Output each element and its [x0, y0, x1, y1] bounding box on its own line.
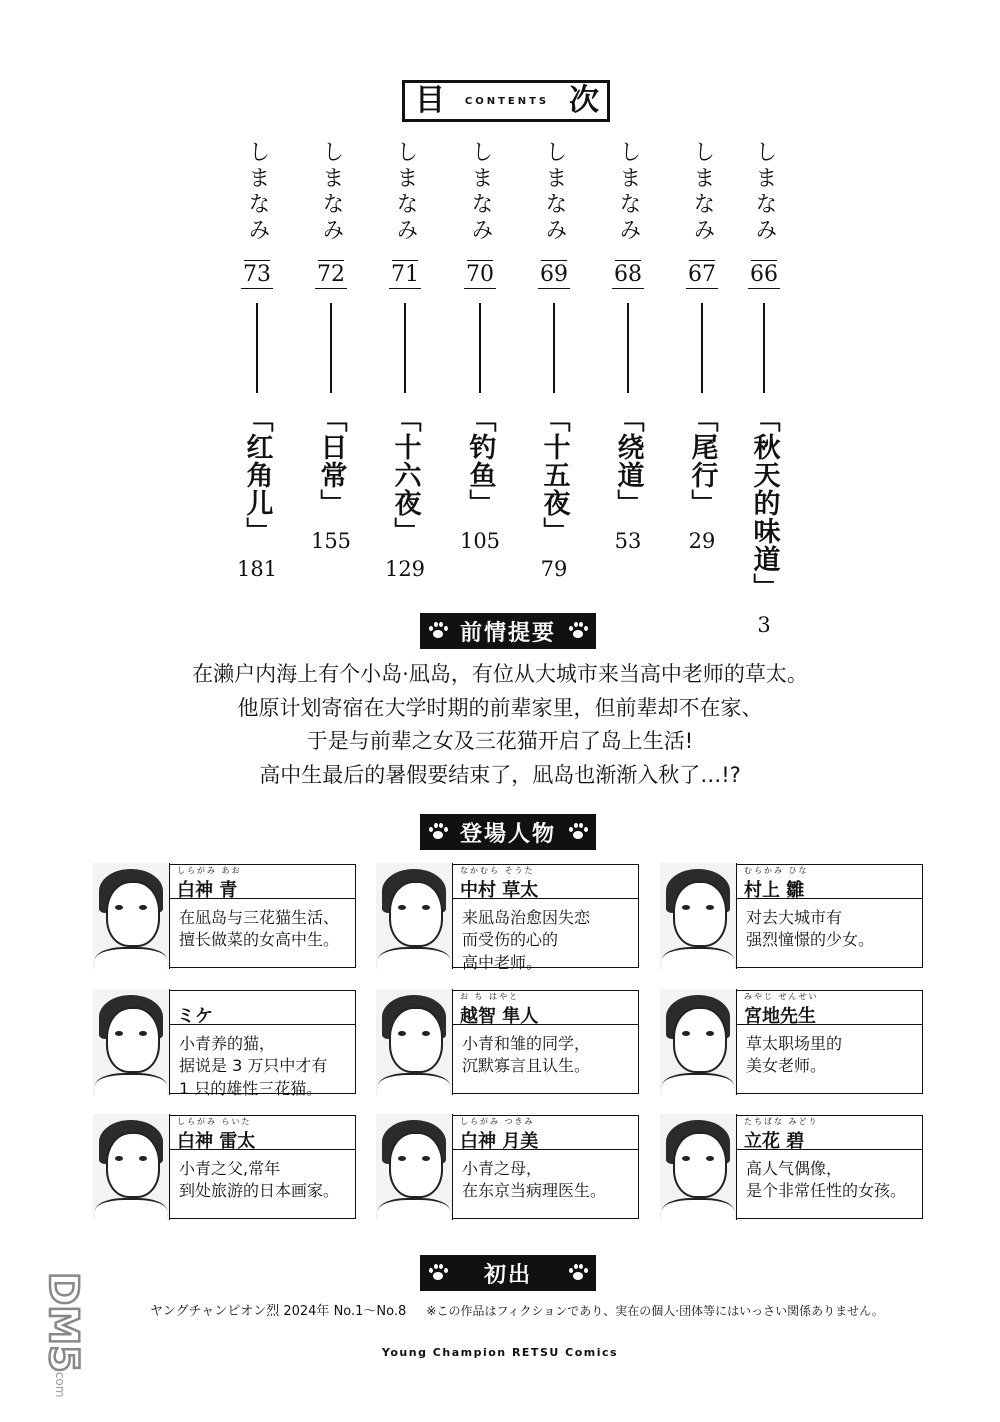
origin-header	[420, 1255, 596, 1291]
characters-header-label: 登場人物	[459, 821, 556, 847]
character-ruby: たちばな みどり	[744, 1117, 819, 1126]
character-name: 立花 碧	[744, 1131, 805, 1152]
chapter-series: しまなみ	[542, 140, 567, 244]
chapter-title	[389, 405, 421, 546]
character-card	[94, 990, 356, 1098]
chapter-number: 71	[389, 261, 421, 289]
character-desc-line: 对去大城市有	[746, 908, 843, 927]
character-desc	[462, 907, 632, 974]
origin-text: ヤングチャンピオン烈 2024年 No.1～No.8	[150, 1304, 407, 1319]
chapter-entry[interactable]	[529, 140, 579, 581]
character-desc-line: 是个非常任性的女孩。	[746, 1181, 907, 1201]
paw-icon	[428, 622, 448, 640]
chapter-series: しまなみ	[616, 140, 641, 244]
character-name: 越智 隼人	[460, 1006, 539, 1027]
character-portrait	[376, 863, 453, 969]
bracket-close: 」	[686, 489, 718, 518]
character-ruby: お ち はやと	[460, 992, 520, 1001]
chapter-entry[interactable]	[455, 140, 505, 553]
imprint: Young Champion RETSU Comics	[381, 1346, 619, 1359]
bracket-open: 「	[612, 405, 644, 434]
divider	[763, 303, 765, 393]
character-portrait	[376, 989, 453, 1095]
bracket-open: 「	[241, 405, 273, 434]
synopsis-text	[150, 658, 850, 792]
chapter-series: しまなみ	[393, 140, 418, 244]
chapter-entry[interactable]	[306, 140, 356, 553]
character-desc	[179, 1158, 349, 1203]
chapter-title-text: 尾行	[686, 433, 718, 490]
character-portrait	[93, 989, 170, 1095]
chapter-title	[612, 405, 644, 518]
chapter-title	[748, 405, 780, 602]
paw-icon	[568, 1264, 588, 1282]
bracket-close: 」	[538, 517, 570, 546]
toc-title-box	[402, 80, 610, 122]
chapter-number: 68	[612, 261, 644, 289]
character-desc-line: 来凪岛治愈因失恋	[462, 908, 591, 927]
character-desc	[179, 907, 349, 952]
character-desc	[179, 1033, 349, 1100]
character-ruby: しらがみ あお	[177, 866, 242, 875]
character-ruby: むらかみ ひな	[744, 866, 809, 875]
character-desc	[462, 1158, 632, 1203]
bracket-close: 」	[748, 573, 780, 602]
bracket-close: 」	[389, 517, 421, 546]
chapter-title	[538, 405, 570, 546]
character-card	[661, 1115, 923, 1219]
synopsis-header	[420, 613, 596, 649]
character-portrait	[376, 1114, 453, 1220]
character-name-row	[736, 864, 923, 899]
synopsis-line: 于是与前辈之女及三花猫开启了岛上生活!	[306, 729, 694, 754]
bracket-close: 」	[241, 517, 273, 546]
character-desc-line: 到处旅游的日本画家。	[179, 1181, 340, 1201]
chapter-number: 70	[464, 261, 496, 289]
character-desc-line: 小青之父,常年	[179, 1159, 281, 1178]
toc-title-right: 次	[568, 83, 599, 118]
character-desc-line: 草太职场里的	[746, 1034, 843, 1053]
character-desc-line: 小青和雏的同学，	[462, 1034, 591, 1053]
character-desc-line: 美女老师。	[746, 1056, 827, 1076]
character-ruby: みやじ せんせい	[744, 992, 819, 1001]
character-name: 白神 雷太	[177, 1131, 256, 1152]
synopsis-header-label: 前情提要	[459, 620, 556, 646]
character-card	[377, 990, 639, 1094]
characters-header	[420, 814, 596, 850]
character-ruby: しらがみ らいた	[177, 1117, 252, 1126]
character-desc-line: 在凪岛与三花猫生活、	[179, 908, 340, 927]
chapter-number: 66	[748, 261, 780, 289]
character-desc-line: 在东京当病理医生。	[462, 1181, 607, 1201]
chapter-entry[interactable]	[380, 140, 430, 581]
chapter-page: 53	[614, 529, 642, 554]
chapter-page: 3	[757, 613, 771, 638]
character-desc-line: 小青养的猫，	[179, 1034, 276, 1053]
chapter-title	[464, 405, 496, 518]
chapter-series: しまなみ	[752, 140, 777, 244]
chapter-title	[241, 405, 273, 546]
bracket-open: 「	[686, 405, 718, 434]
character-portrait	[93, 863, 170, 969]
synopsis-line: 在濑户内海上有个小岛·凪岛，有位从大城市来当高中老师的草太。	[192, 662, 808, 686]
chapter-entry[interactable]	[603, 140, 653, 553]
paw-icon	[568, 823, 588, 841]
chapter-title-text: 秋天的味道	[748, 433, 780, 574]
character-name-row	[452, 1115, 639, 1150]
character-desc-line: 高人气偶像，	[746, 1159, 843, 1178]
bracket-close: 」	[315, 489, 347, 518]
character-name: 白神 青	[177, 880, 238, 901]
chapter-series: しまなみ	[468, 140, 493, 244]
bracket-open: 「	[389, 405, 421, 434]
paw-icon	[568, 622, 588, 640]
character-desc	[746, 1033, 916, 1078]
chapter-entry[interactable]	[739, 140, 789, 637]
chapter-page: 181	[236, 557, 278, 582]
character-desc-line: 高中老师。	[462, 952, 543, 972]
chapter-title-text: 日常	[315, 433, 347, 490]
character-desc	[462, 1033, 632, 1078]
character-name-row	[169, 864, 356, 899]
divider	[627, 303, 629, 393]
chapter-page: 155	[310, 529, 352, 554]
watermark-logo	[14, 1268, 86, 1408]
watermark-text: DM5	[40, 1272, 86, 1373]
bracket-close: 」	[612, 489, 644, 518]
origin-header-label: 初出	[483, 1262, 532, 1288]
character-ruby: なかむら そうた	[460, 866, 535, 875]
chapter-series: しまなみ	[319, 140, 344, 244]
character-name: 白神 月美	[460, 1131, 539, 1152]
chapter-page: 129	[384, 557, 426, 582]
chapter-page: 29	[688, 529, 716, 554]
chapter-number: 69	[538, 261, 570, 289]
bracket-close: 」	[464, 489, 496, 518]
character-portrait	[93, 1114, 170, 1220]
character-name-row	[452, 864, 639, 899]
chapter-number: 73	[241, 261, 273, 289]
character-desc-line: 小青之母，	[462, 1159, 543, 1178]
character-card	[94, 1115, 356, 1219]
character-card	[661, 864, 923, 968]
toc-title-contents: CONTENTS	[464, 95, 550, 107]
bracket-open: 「	[464, 405, 496, 434]
divider	[404, 303, 406, 393]
chapter-page: 79	[540, 557, 568, 582]
chapter-entry[interactable]	[232, 140, 282, 581]
chapter-title	[686, 405, 718, 518]
chapter-title-text: 红角儿	[241, 433, 273, 518]
toc-title-left: 目	[415, 83, 445, 118]
character-name: 村上 雛	[744, 880, 805, 901]
chapter-number: 72	[315, 261, 347, 289]
chapter-page: 105	[459, 529, 501, 554]
synopsis-line: 高中生最后的暑假要结束了，凪岛也渐渐入秋了…!?	[259, 762, 741, 787]
origin-line	[150, 1300, 884, 1319]
paw-icon	[428, 1264, 448, 1282]
divider	[701, 303, 703, 393]
character-desc-line: 而受伤的心的	[462, 930, 559, 950]
character-name-row	[169, 990, 356, 1025]
bracket-open: 「	[538, 405, 570, 434]
paw-icon	[428, 823, 448, 841]
character-name-row	[169, 1115, 356, 1150]
character-desc-line: 强烈憧憬的少女。	[746, 930, 875, 950]
character-name-row	[452, 990, 639, 1025]
bracket-open: 「	[315, 405, 347, 434]
character-desc	[746, 907, 916, 952]
divider	[330, 303, 332, 393]
synopsis-line: 他原计划寄宿在大学时期的前辈家里，但前辈却不在家、	[237, 695, 763, 720]
character-card	[661, 990, 923, 1094]
character-desc-line: 1 只的雄性三花猫。	[179, 1078, 323, 1098]
character-name: 中村 草太	[460, 880, 539, 901]
character-portrait	[660, 863, 737, 969]
disclaimer-note: ※この作品はフィクションであり、実在の個人·団体等にはいっさい関係ありません。	[426, 1304, 884, 1318]
divider	[553, 303, 555, 393]
character-card	[377, 864, 639, 972]
character-name-row	[736, 1115, 923, 1150]
chapter-title-text: 钓鱼	[464, 433, 496, 490]
character-desc-line: 沉默寡言且认生。	[462, 1056, 591, 1076]
watermark-suffix: .com	[53, 1368, 67, 1398]
divider	[479, 303, 481, 393]
character-desc	[746, 1158, 916, 1203]
chapter-series: しまなみ	[690, 140, 715, 244]
chapter-series: しまなみ	[245, 140, 270, 244]
chapter-title-text: 十五夜	[538, 433, 570, 518]
character-card	[377, 1115, 639, 1219]
chapter-title-text: 绕道	[612, 433, 644, 490]
chapter-number: 67	[686, 261, 718, 289]
chapter-entry[interactable]	[677, 140, 727, 553]
chapter-title-text: 十六夜	[389, 433, 421, 518]
chapter-title	[315, 405, 347, 518]
character-desc-line: 据说是 3 万只中才有	[179, 1056, 328, 1076]
character-desc-line: 擅长做菜的女高中生。	[179, 930, 340, 950]
divider	[256, 303, 258, 393]
bracket-open: 「	[748, 405, 780, 434]
character-name: 宮地先生	[744, 1006, 816, 1027]
character-portrait	[660, 1114, 737, 1220]
character-name: ミケ	[177, 1006, 213, 1027]
character-name-row	[736, 990, 923, 1025]
character-ruby: しらがみ つきみ	[460, 1117, 535, 1126]
character-portrait	[660, 989, 737, 1095]
character-card	[94, 864, 356, 968]
